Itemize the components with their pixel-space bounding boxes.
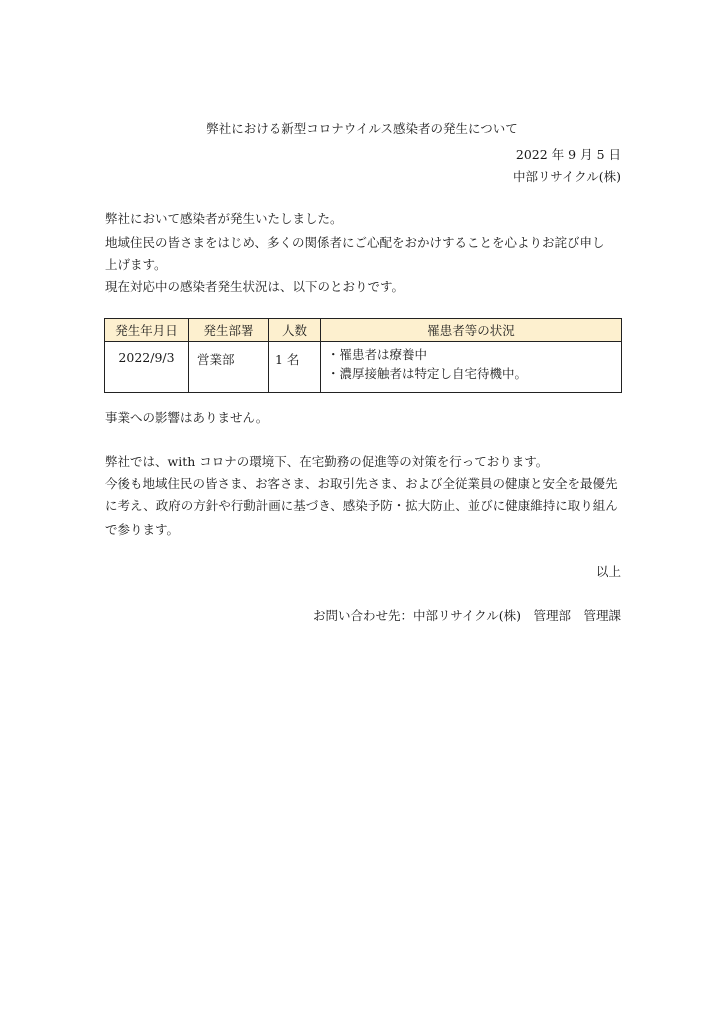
contact-info: お問い合わせ先：中部リサイクル(株) 管理部 管理課	[312, 608, 621, 623]
measures-line-1: 弊社では、with コロナの環境下、在宅勤務の促進等の対策を行っております。	[105, 454, 549, 469]
cell-date: 2022/9/3	[105, 342, 189, 393]
document-date: 2022 年 9 月 5 日	[515, 147, 621, 162]
impact-text: 事業への影響はありません。	[105, 410, 269, 425]
table-header-row	[105, 319, 622, 342]
table-row	[105, 342, 622, 393]
cell-status	[321, 342, 622, 393]
intro-line-3: 上げます。	[105, 257, 167, 272]
intro-line-1: 弊社において感染者が発生いたしました。	[105, 211, 343, 226]
header-status: 罹患者等の状況	[321, 319, 622, 342]
measures-line-4: で参ります。	[105, 522, 180, 537]
measures-line-2: 今後も地域住民の皆さま、お客さま、お取引先さま、および全従業員の健康と安全を最優先	[105, 476, 618, 491]
cell-department: 営業部	[189, 342, 269, 393]
header-department: 発生部署	[189, 319, 269, 342]
closing-text: 以上	[595, 564, 621, 579]
company-name: 中部リサイクル(株)	[512, 169, 621, 184]
header-date: 発生年月日	[105, 319, 189, 342]
infection-status-table	[104, 318, 622, 393]
intro-line-4: 現在対応中の感染者発生状況は、以下のとおりです。	[105, 279, 405, 294]
header-count: 人数	[269, 319, 321, 342]
cell-count: 1 名	[269, 342, 321, 393]
status-line-1: ・罹患者は療養中	[327, 347, 428, 362]
document-title: 弊社における新型コロナウイルス感染者の発生について	[206, 121, 518, 136]
status-line-2: ・濃厚接触者は特定し自宅待機中。	[327, 366, 528, 381]
measures-line-3: に考え、政府の方針や行動計画に基づき、感染予防・拡大防止、並びに健康維持に取り組ん	[105, 498, 618, 513]
intro-line-2: 地域住民の皆さまをはじめ、多くの関係者にご心配をおかけすることを心よりお詫び申し	[105, 235, 605, 250]
